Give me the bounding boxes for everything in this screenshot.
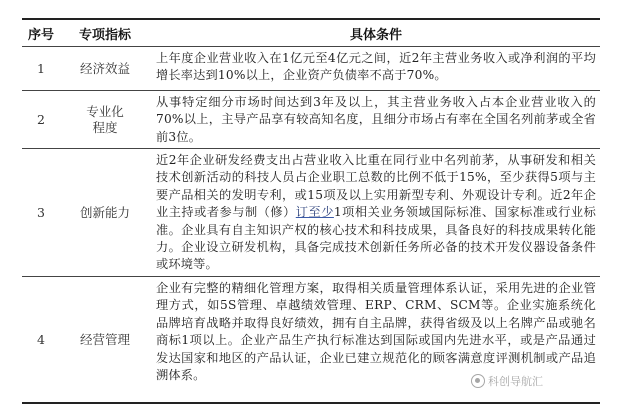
row-index: 3 — [37, 205, 45, 220]
row-condition — [150, 149, 600, 276]
row-index: 2 — [37, 112, 45, 127]
table-row — [22, 46, 600, 90]
row-index: 4 — [37, 332, 45, 347]
row-indicator: 经营管理 — [79, 331, 130, 347]
row-index: 1 — [37, 61, 45, 76]
header-indicator: 专项指标 — [78, 27, 131, 43]
criteria-table — [22, 18, 600, 404]
watermark-text: 科创导航汇 — [488, 375, 543, 388]
header-index: 序号 — [27, 27, 54, 43]
condition-text-underlined: 订至少 — [295, 205, 334, 220]
row-indicator: 专业化程度 — [86, 103, 124, 135]
row-indicator-cell — [60, 91, 150, 148]
row-condition: 从事特定细分市场时间达到3年及以上，其主营业务收入占本企业营业收入的70%以上，主导产品享有较高知名度，且细分市场占有率在全国名列前茅或全省前3位。 — [156, 95, 596, 144]
row-condition: 企业有完整的精细化管理方案，取得相关质量管理体系认证，采用先进的企业管理方式，如5S管理、卓越绩效管理、ERP、CRM、SCM等。企业实施系统化品牌培育战略并取得良好绩效，拥有自主品牌，获得省级及以上名牌产品或驰名商标1项以上。企业产品生产执行标准达到国际或国内先进水平，或是产品通过发达国家和地区的产品认证，企业已建立规范化的顾客满意度评测机制或产品追溯体系。 — [156, 281, 596, 383]
table-row — [22, 148, 600, 276]
row-condition: 上年度企业营业收入在1亿元至4亿元之间，近2年主营业务收入或净利润的平均增长率达到10%以上，企业资产负债率不高于70%。 — [156, 51, 596, 83]
wechat-logo-icon — [471, 374, 485, 388]
condition-text-b: 1项相关业务领域国际标准、国家标准或行业标准。企业具有自主知识产权的核心技术和科技成果，具备良好的科技成果转化能力。企业设立研发机构，具备完成技术创新任务所必备的技术开发仪器设备条件或环境等。 — [156, 205, 596, 272]
table-header — [22, 20, 600, 46]
condition-text-a: 近2年企业研发经费支出占营业收入比重在同行业中名列前茅，从事研发和相关技术创新活动的科技人员占企业职工总数的比例不低于15%，至少获得5项与主要产品相关的发明专利，或15项及以上实用新型专利、外观设计专利。近2年企业主持或者参与制（修） — [156, 153, 596, 220]
table-row — [22, 90, 600, 148]
watermark — [468, 372, 546, 390]
row-indicator: 经济效益 — [79, 60, 130, 76]
row-indicator: 创新能力 — [79, 204, 130, 220]
header-condition: 具体条件 — [349, 27, 402, 43]
